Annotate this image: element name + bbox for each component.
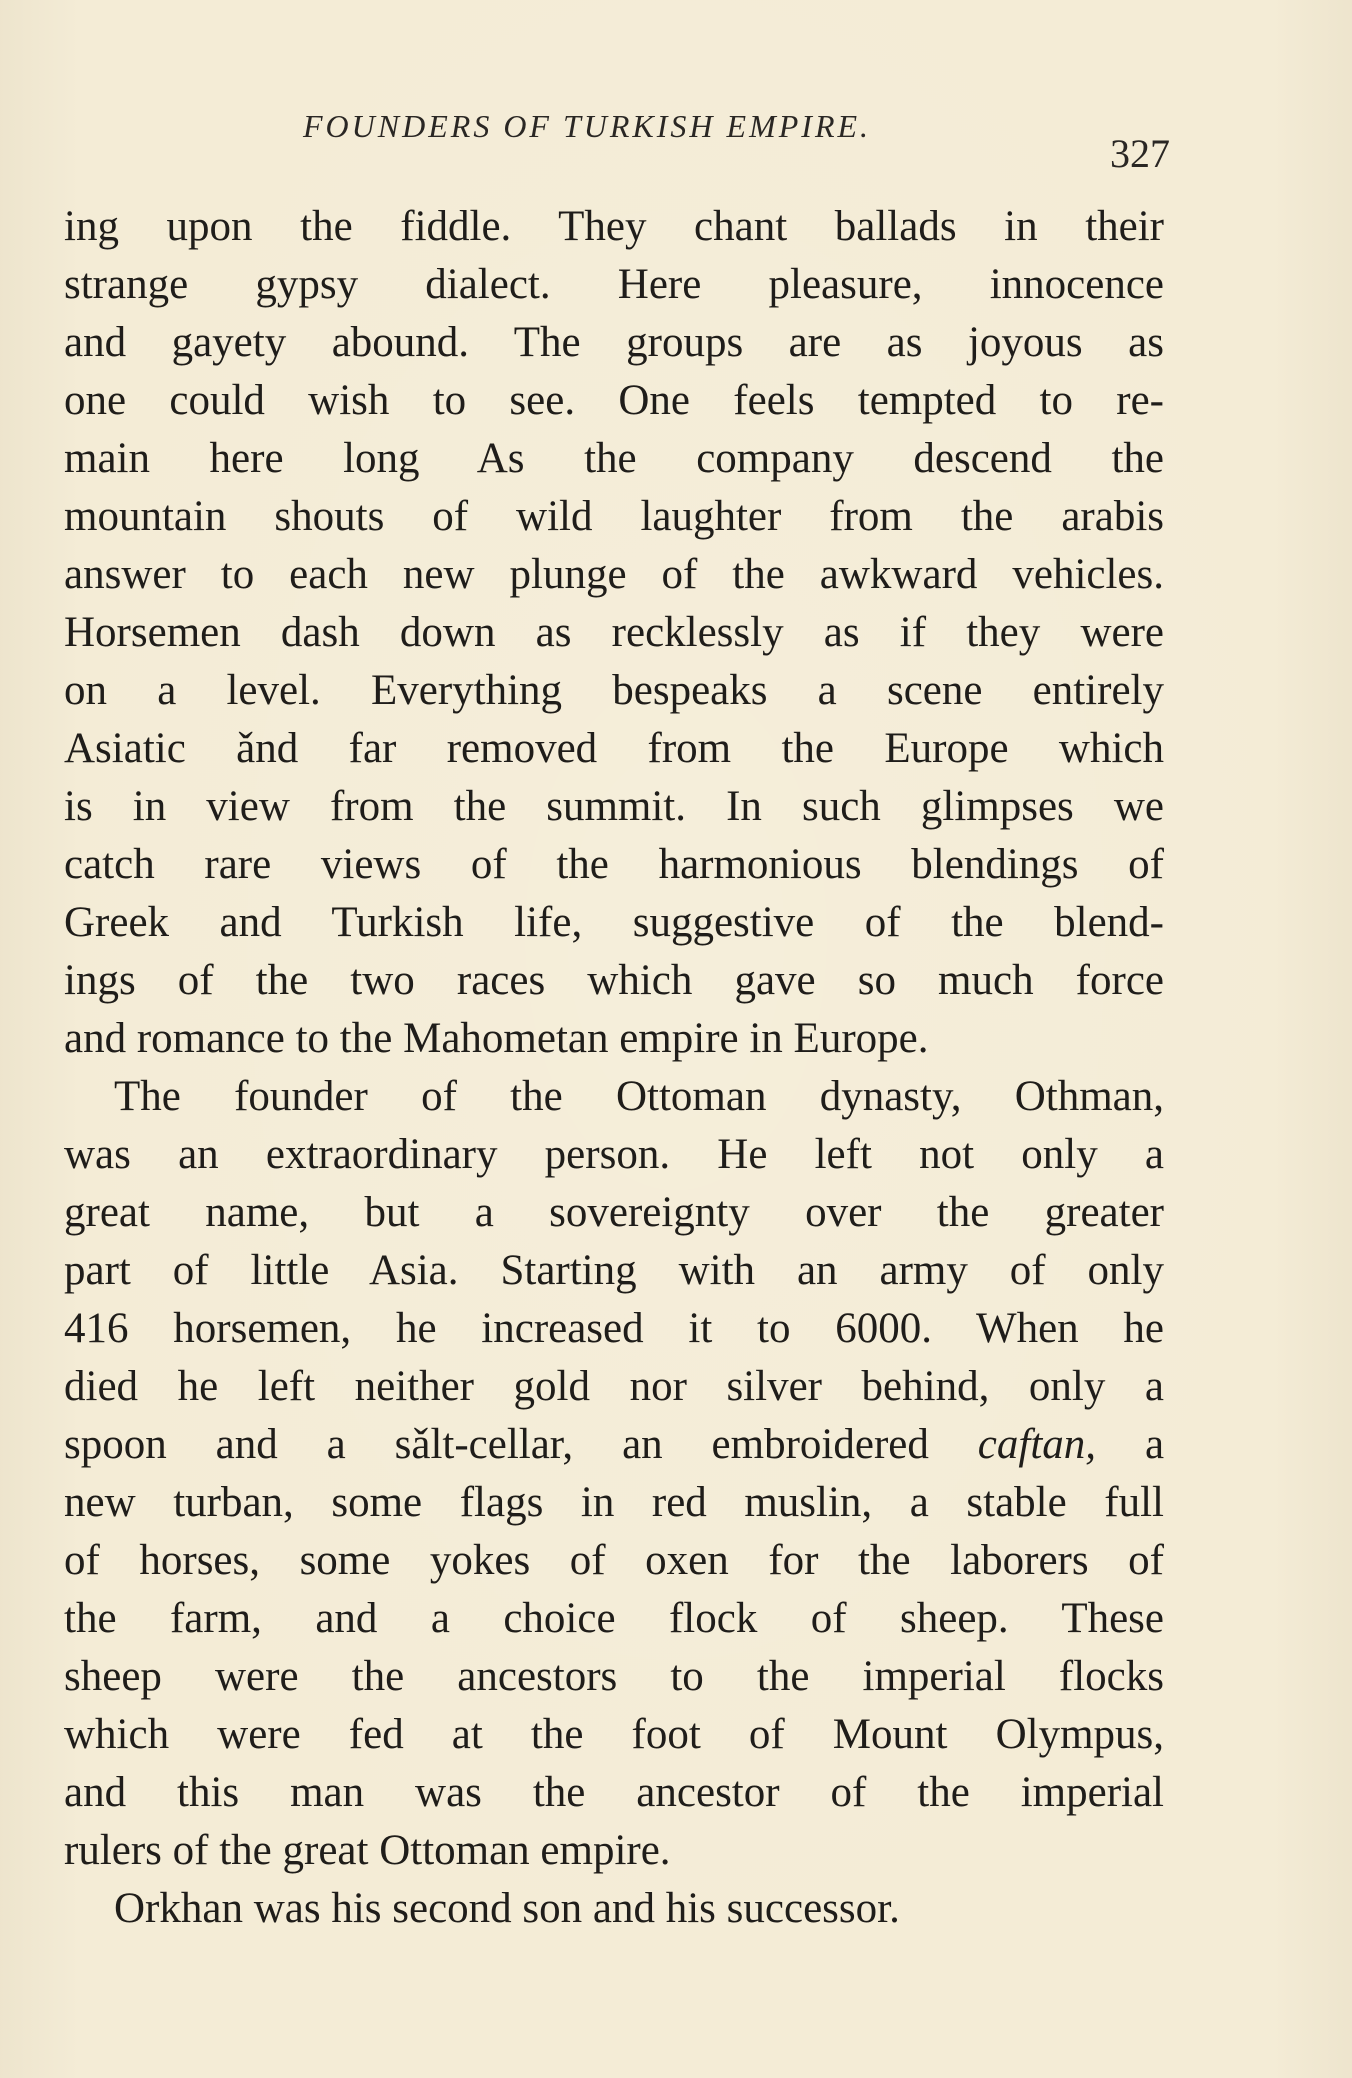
text-line: ings of the two races which gave so much force <box>64 957 1164 1004</box>
text-line: which were fed at the foot of Mount Olympus, <box>64 1711 1164 1758</box>
page-number: 327 <box>1110 131 1170 176</box>
text-segment: a <box>1144 1421 1165 1468</box>
text-line: and romance to the Mahometan empire in Europe. <box>64 1015 929 1062</box>
text-line: Greek and Turkish life, suggestive of the blend- <box>64 899 1164 946</box>
text-line: and this man was the ancestor of the imperial <box>64 1769 1164 1816</box>
text-line: rulers of the great Ottoman empire. <box>64 1827 671 1874</box>
text-line: strange gypsy dialect. Here pleasure, innocence <box>64 261 1164 308</box>
text-line: 416 horsemen, he increased it to 6000. When he <box>64 1305 1164 1352</box>
text-line: new turban, some flags in red muslin, a stable full <box>64 1479 1164 1526</box>
text-line: sheep were the ancestors to the imperial flocks <box>64 1653 1164 1700</box>
text-line: ing upon the fiddle. They chant ballads in their <box>64 203 1164 250</box>
page-header <box>0 108 1352 176</box>
text-line: died he left neither gold nor silver behind, only a <box>64 1363 1164 1410</box>
text-line: great name, but a sovereignty over the greater <box>64 1189 1164 1236</box>
running-head: FOUNDERS OF TURKISH EMPIRE. <box>303 108 872 144</box>
text-line: main here long As the company descend the <box>64 435 1164 482</box>
text-line-with-italic <box>64 1416 1164 1474</box>
italic-word: caftan, <box>977 1421 1097 1468</box>
text-line: was an extraordinary person. He left not only a <box>64 1131 1164 1178</box>
text-line: mountain shouts of wild laughter from the arabis <box>64 493 1164 540</box>
text-line: and gayety abound. The groups are as joyous as <box>64 319 1164 366</box>
text-line: answer to each new plunge of the awkward vehicles. <box>64 551 1164 598</box>
text-segment: spoon and a sǎlt-cellar, an embroidered <box>64 1421 929 1468</box>
text-line: part of little Asia. Starting with an army of only <box>64 1247 1164 1294</box>
text-line: one could wish to see. One feels tempted to re- <box>64 377 1164 424</box>
text-line: Asiatic ǎnd far removed from the Europe which <box>64 725 1164 772</box>
text-line: on a level. Everything bespeaks a scene entirely <box>64 667 1164 714</box>
text-line: Horsemen dash down as recklessly as if they were <box>64 609 1164 656</box>
body-text <box>64 198 1164 1938</box>
text-line: of horses, some yokes of oxen for the laborers of <box>64 1537 1164 1584</box>
text-line: is in view from the summit. In such glimpses we <box>64 783 1164 830</box>
text-line: Orkhan was his second son and his successor. <box>114 1885 900 1932</box>
text-line: catch rare views of the harmonious blendings of <box>64 841 1164 888</box>
text-line: The founder of the Ottoman dynasty, Othman, <box>114 1073 1164 1120</box>
text-line: the farm, and a choice flock of sheep. These <box>64 1595 1164 1642</box>
